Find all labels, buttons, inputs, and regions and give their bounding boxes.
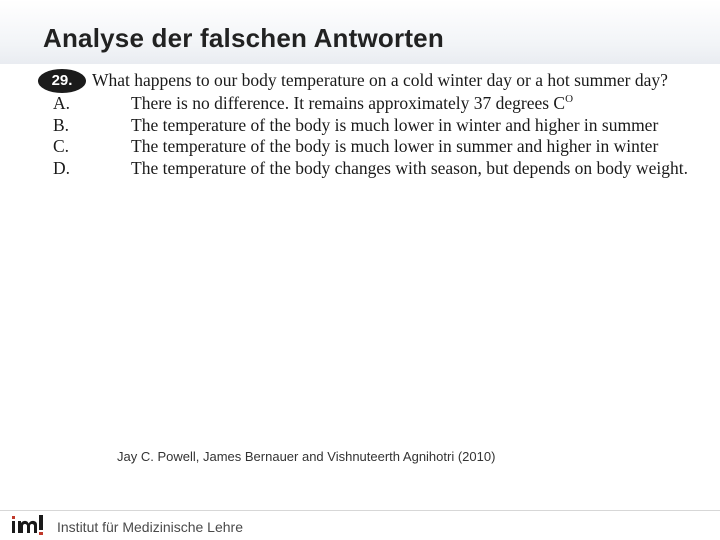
iml-logo [11, 514, 45, 538]
option-row-a [36, 93, 720, 115]
option-letter: C. [53, 136, 70, 156]
question-block [36, 69, 720, 179]
slide-title: Analyse der falschen Antworten [43, 23, 444, 53]
degree-superscript: O [565, 93, 574, 105]
option-text: The temperature of the body is much lower in winter and higher in summer [131, 114, 659, 135]
option-row-b [36, 115, 720, 137]
option-text-main: There is no difference. It remains approximately 37 degrees C [131, 93, 566, 113]
option-text: The temperature of the body changes with season, but depends on body weight. [131, 157, 688, 178]
citation: Jay C. Powell, James Bernauer and Vishnuteerth Agnihotri (2010) [117, 449, 496, 464]
option-row-c [36, 136, 720, 158]
option-letter: A. [53, 93, 71, 113]
institute-name: Institut für Medizinische Lehre [57, 519, 243, 535]
option-letter: B. [53, 114, 70, 135]
option-text [131, 93, 573, 114]
option-letter: D. [53, 157, 71, 178]
option-row-d [36, 158, 720, 180]
option-text: The temperature of the body is much lower in summer and higher in winter [131, 136, 659, 156]
question-number-badge: 29. [38, 69, 86, 93]
footer-divider [0, 510, 720, 511]
question-text: What happens to our body temperature on a cold winter day or a hot summer day? [92, 70, 668, 90]
question-row [36, 69, 720, 93]
